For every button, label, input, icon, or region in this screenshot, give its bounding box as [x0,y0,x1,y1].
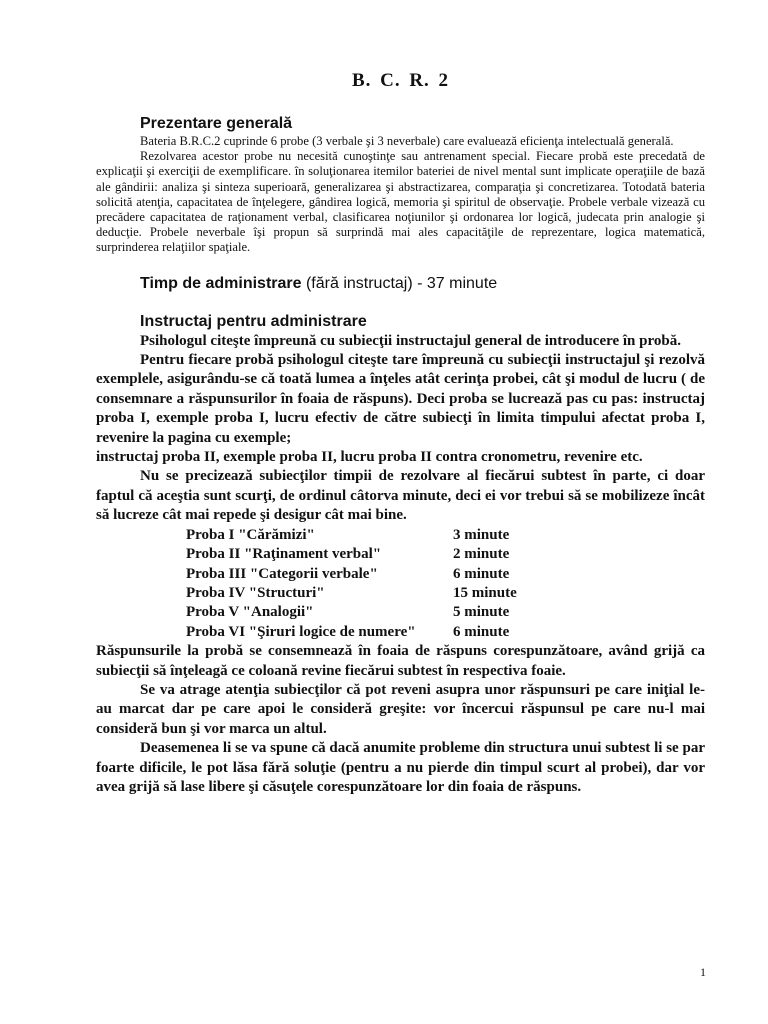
probe-time: 6 minute [453,565,510,582]
heading-prezentare: Prezentare generală [140,115,293,132]
probe-name: Proba V "Analogii" [186,604,314,621]
probe-name: Proba IV "Structuri" [186,584,325,601]
probe-time: 15 minute [453,584,517,601]
probe-row [186,565,517,584]
paragraph-instr-1: Psihologul citeşte împreună cu subiecţii instructajul general de introducere în probă. [140,332,681,349]
page-number: 1 [700,965,706,979]
probe-name: Proba I "Cărămizi" [186,526,315,543]
heading-timp-bold: Timp de administrare [140,274,302,292]
paragraph-intro-2: Rezolvarea acestor probe nu necesită cunoştinţe sau antrenament special. Fiecare probă este precedată de explicaţii şi exerciţii de exemplificare. în soluţionarea itemilor bateriei de nivel mental sunt implicate operaţiile de bază ale gândirii: analiza şi sinteza superioară, generalizarea şi abstractizarea, comparaţia şi concretizarea. Totodată bateria solicită atenţia, capacitatea de înţelegere, gândirea logică, memoria şi spiritul de observaţie. Probele verbale vizează cu precădere capacitatea de raţionament verbal, clasificarea noţiunilor şi ordonarea lor logică, judecata prin analogie şi deducţie. Probele neverbale îşi propun să surprindă mai ales capacităţile de reprezentare, logica matematică, surprinderea relaţiilor spaţiale. [96,149,705,255]
probe-row [186,623,517,642]
probe-name: Proba VI "Şiruri logice de numere" [186,623,416,640]
heading-timp-detail: (fără instructaj) - 37 minute [301,274,498,292]
document-title: B. C. R. 2 [351,70,450,91]
paragraph-instr-3: instructaj proba II, exemple proba II, lucru proba II contra cronometru, revenire etc. [96,449,643,466]
probe-time: 2 minute [453,546,510,563]
probe-time: 3 minute [453,526,510,543]
probe-time: 6 minute [453,623,510,640]
probe-row [186,603,517,622]
paragraph-instr-2: Pentru fiecare probă psihologul citeşte tare împreună cu subiecţii instructajul şi rezolvă exemplele, asigurându-se că toată lumea a înţeles atât cerinţa probei, cât şi modul de lucru ( de consemnare a răspunsurilor în foaia de răspuns). Deci proba se lucrează pas cu pas: instructaj proba I, exemple proba I, lucru efectiv de către subiecţi în limita timpului afectat proba I, revenire la pagina cu exemple; [96,352,705,446]
paragraph-instr-4: Nu se precizează subiecţilor timpii de rezolvare al fiecărui subtest în parte, ci doar faptul că aceştia sunt scurţi, de ordinul câtorva minute, deci ei vor trebui să se mobilizeze încât să lucreze cât mai repede şi desigur cât mai bine. [96,468,705,524]
probe-row [186,545,517,564]
probe-row [186,584,517,603]
probe-row [186,526,517,545]
paragraph-instr-5: Răspunsurile la probă se consemnează în foaia de răspuns corespunzătoare, având grijă ca subiecţii să înţeleagă ce coloană revine fiecărui subtest în respectiva foaie. [96,643,705,679]
paragraph-instr-6: Se va atrage atenţia subiecţilor că pot reveni asupra unor răspunsuri pe care iniţial le-au marcat dar pe care apoi le consideră greşite: vor încercui răspunsul pe care nu-l mai consideră bun şi vor marca un altul. [96,681,705,737]
heading-timp [140,274,705,294]
document-page [96,70,705,797]
heading-instructaj: Instructaj pentru administrare [140,312,367,330]
probe-name: Proba II "Raţinament verbal" [186,546,382,563]
probe-time: 5 minute [453,604,510,621]
probe-name: Proba III "Categorii verbale" [186,565,378,582]
paragraph-instr-7: Deasemenea li se va spune că dacă anumite probleme din structura unui subtest li se par foarte dificile, le pot lăsa fără soluţie (pentru a nu pierde din timpul scurt al probei), dar vor avea grijă să lase libere şi căsuţele corespunzătoare lor din foaia de răspuns. [96,740,705,795]
paragraph-intro-1: Bateria B.R.C.2 cuprinde 6 probe (3 verbale şi 3 neverbale) care evaluează eficienţa intelectuală generală. [140,134,674,148]
probe-times-table [186,526,517,642]
